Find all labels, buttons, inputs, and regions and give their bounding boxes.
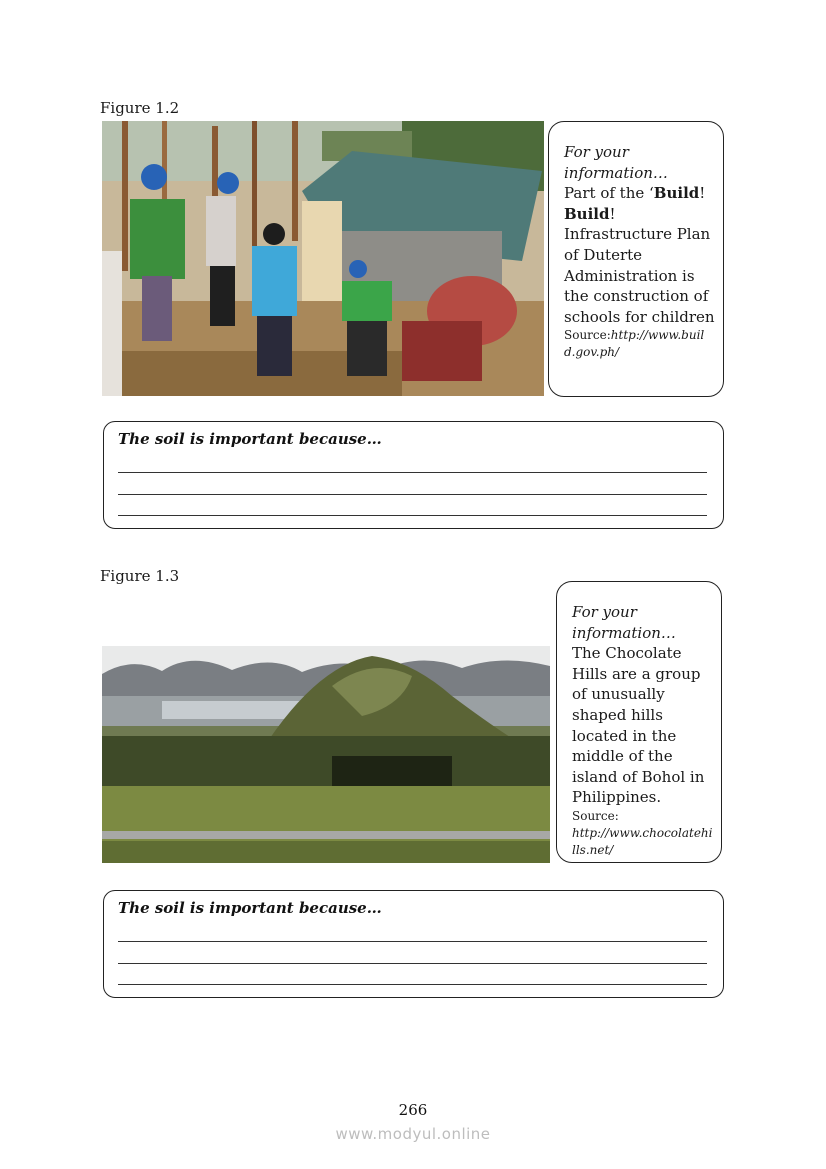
info-source	[564, 327, 715, 361]
answer-line[interactable]	[118, 984, 707, 985]
answer-line[interactable]	[118, 963, 707, 964]
answer-line[interactable]	[118, 472, 707, 473]
chocolate-hills-photo	[102, 646, 550, 863]
figure-1-2-label: Figure 1.2	[100, 99, 180, 117]
info-box-chocolate-hills	[556, 581, 722, 863]
info-separator: !	[699, 184, 706, 203]
info-box-build	[548, 121, 724, 397]
construction-photo	[102, 121, 544, 396]
watermark: www.modyul.online	[335, 1125, 491, 1143]
info-intro-line2: information…	[572, 623, 676, 642]
answer-line[interactable]	[118, 494, 707, 495]
info-bold-build-1: Build	[653, 184, 700, 203]
answer-prompt-1: The soil is important because…	[118, 430, 382, 448]
answer-line[interactable]	[118, 941, 707, 942]
info-source-label: Source:	[572, 808, 619, 823]
info-text-before: Part of the ‘	[564, 184, 654, 203]
figure-1-3-label: Figure 1.3	[100, 567, 180, 585]
info-text: The Chocolate Hills are a group of unusually shaped hills located in the middle of the island of Bohol in Philippines.	[572, 644, 705, 807]
page-number: 266	[398, 1101, 428, 1119]
info-source-label: Source:	[564, 328, 611, 343]
info-intro-line2: information…	[564, 163, 668, 182]
info-intro-line1: For your	[564, 143, 629, 161]
info-source-url: http://www.build.gov.ph/	[564, 328, 705, 360]
info-source	[572, 808, 713, 859]
info-source-url: http://www.chocolatehills.net/	[572, 825, 713, 857]
answer-line[interactable]	[118, 515, 707, 516]
answer-box-2	[103, 890, 724, 998]
answer-prompt-2: The soil is important because…	[118, 899, 382, 917]
info-text-after: ! Infrastructure Plan of Duterte Administration is the construction of schools for children	[564, 204, 715, 326]
info-bold-build-2: Build	[564, 204, 610, 223]
answer-box-1	[103, 421, 724, 529]
info-intro-line1: For your	[572, 603, 637, 621]
